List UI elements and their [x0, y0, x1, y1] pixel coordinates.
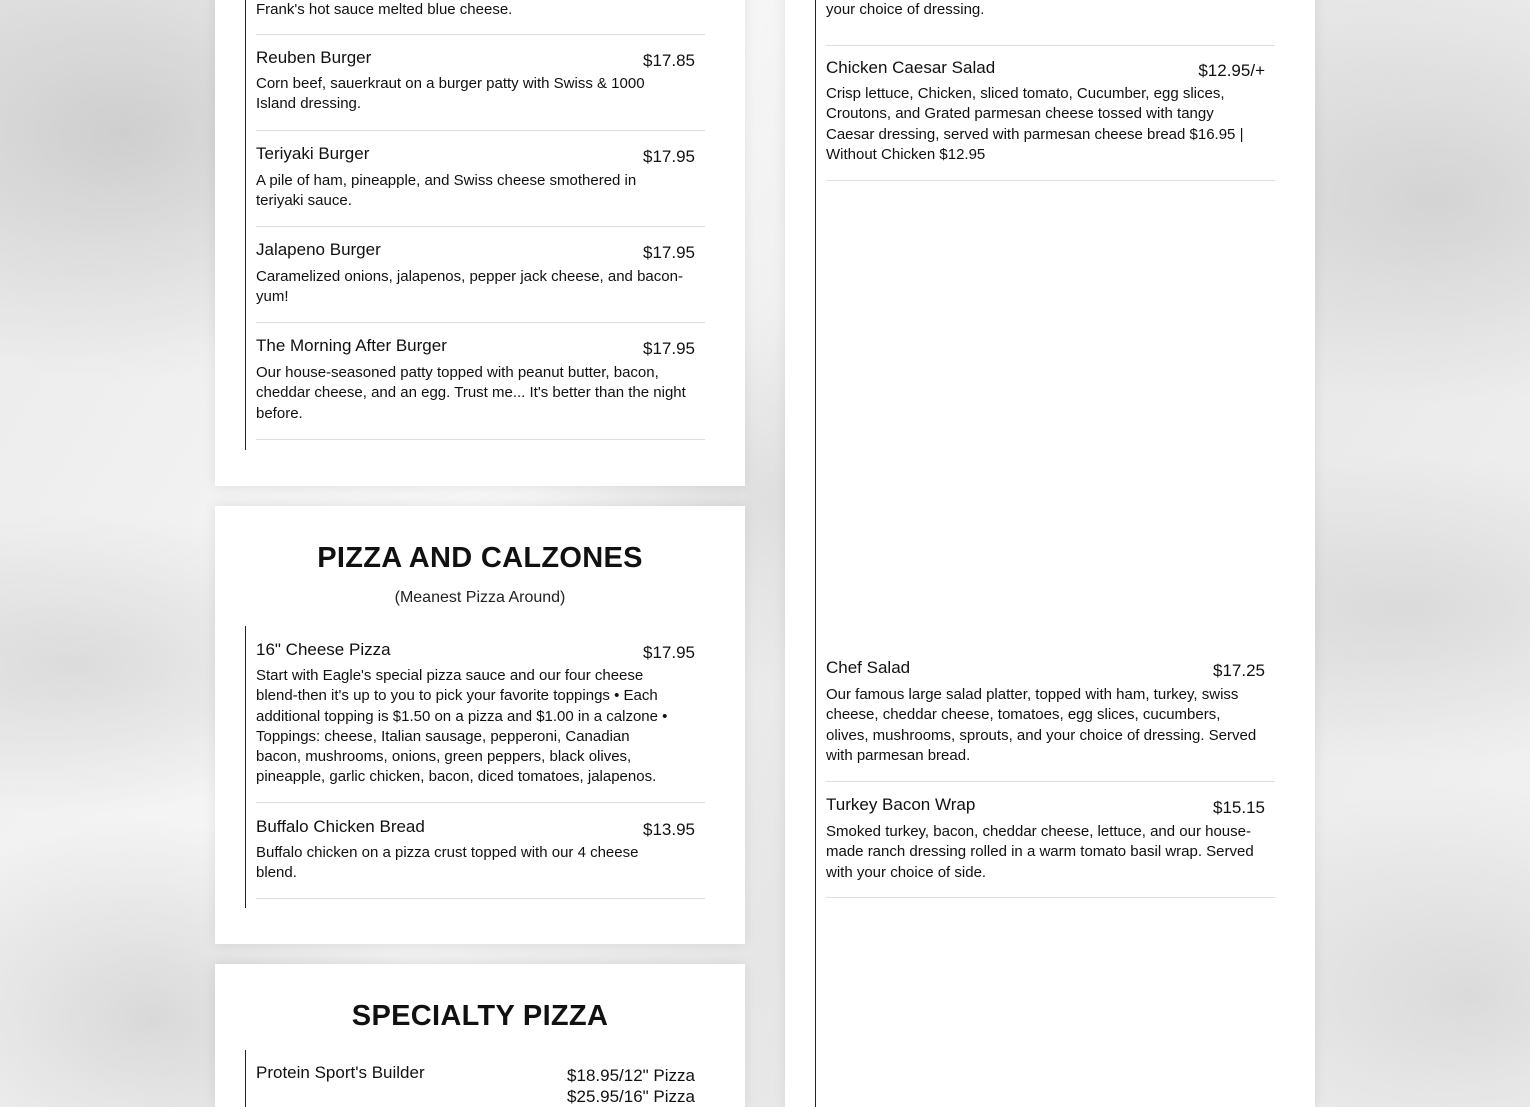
menu-item-jalapeno-burger: [256, 240, 705, 326]
item-divider: [256, 34, 705, 35]
salads-panel: [785, 0, 1315, 1107]
item-description: Crisp lettuce, Chicken, sliced tomato, Cucumber, egg slices, Croutons, and Grated parmesan cheese tossed with tangy Caesar dressing, served with parmesan cheese bread $16.95 | Without Chicken $12.95: [826, 85, 1244, 163]
item-name: The Morning After Burger: [256, 336, 447, 355]
menu-item: [826, 0, 1275, 46]
item-divider: [256, 439, 705, 440]
section-title: PIZZA AND CALZONES: [317, 542, 643, 574]
item-divider: [256, 802, 705, 803]
pizza-column-line: [245, 626, 246, 908]
item-description: Corn beef, sauerkraut on a burger patty with Swiss & 1000 Island dressing.: [256, 75, 645, 113]
burgers-column-line: [245, 0, 246, 450]
salads-column-line: [815, 0, 816, 1107]
item-name: Teriyaki Burger: [256, 144, 370, 163]
item-description: Our famous large salad platter, topped with ham, turkey, swiss cheese, cheddar cheese, tomatoes, egg slices, cucumbers, olives, mushrooms, sprouts, and your choice of dressing. Served with parmesan bread.: [826, 686, 1257, 764]
pizza-calzones-panel: [215, 506, 745, 944]
item-divider: [826, 45, 1275, 46]
item-price: $12.95/+: [1198, 61, 1265, 80]
menu-item: [256, 0, 705, 36]
item-name: Chef Salad: [826, 658, 911, 677]
item-price: $17.95: [643, 339, 695, 358]
item-description: Frank's hot sauce melted blue cheese.: [256, 1, 513, 18]
item-price: $17.85: [643, 51, 695, 70]
item-description: your choice of dressing.: [826, 1, 985, 19]
menu-item-turkey-bacon-wrap: [826, 795, 1275, 901]
item-divider: [256, 898, 705, 899]
menu-item-chef-salad: [826, 658, 1275, 784]
item-price: $17.95: [643, 147, 695, 166]
item-name: Protein Sport's Builder: [256, 1063, 425, 1082]
item-divider: [826, 897, 1275, 898]
menu-item-buffalo-chicken-bread: [256, 817, 705, 903]
item-divider: [256, 130, 705, 131]
item-name: Turkey Bacon Wrap: [826, 795, 976, 814]
section-subtitle: (Meanest Pizza Around): [394, 589, 566, 606]
item-price: $17.95: [643, 243, 695, 262]
item-description: Our house-seasoned patty topped with peanut butter, bacon, cheddar cheese, and an egg. Trust me... It's better than the night before.: [256, 364, 686, 422]
item-description: Smoked turkey, bacon, cheddar cheese, lettuce, and our house-made ranch dressing rolled in a warm tomato basil wrap. Served with your choice of side.: [826, 823, 1254, 881]
item-divider: [256, 226, 705, 227]
menu-item-protein-sports-builder: [256, 1063, 705, 1107]
item-divider: [826, 781, 1275, 782]
item-description: Start with Eagle's special pizza sauce and our four cheese blend-then it's up to you to pick your favorite toppings • Each additional topping is $1.50 on a pizza and $1.00 in a calzone • Toppings: cheese, Italian sausage, pepperoni, Canadian bacon, mushrooms, onions, green peppers, black olives, pineapple, garlic chicken, bacon, diced tomatoes, jalapenos.: [256, 667, 668, 786]
menu-item-reuben-burger: [256, 48, 705, 134]
menu-item-cheese-pizza: [256, 640, 705, 804]
item-price: $17.25: [1213, 661, 1265, 680]
item-price: $15.15: [1213, 798, 1265, 817]
specialty-pizza-panel: [215, 964, 745, 1107]
menu-item-chicken-caesar-salad: [826, 58, 1275, 184]
item-price-12: $18.95/12" Pizza: [567, 1066, 695, 1085]
item-description: Buffalo chicken on a pizza crust topped with our 4 cheese blend.: [256, 844, 639, 882]
item-price: $17.95: [643, 643, 695, 662]
item-name: 16" Cheese Pizza: [256, 640, 391, 659]
section-title: SPECIALTY PIZZA: [351, 1000, 609, 1032]
item-name: Jalapeno Burger: [256, 240, 381, 259]
item-description: A pile of ham, pineapple, and Swiss cheese smothered in teriyaki sauce.: [256, 172, 637, 210]
specialty-column-line: [245, 1050, 246, 1107]
menu-item-morning-after-burger: [256, 336, 705, 442]
item-divider: [826, 180, 1275, 181]
menu-item-teriyaki-burger: [256, 144, 705, 230]
item-divider: [256, 322, 705, 323]
item-name: Buffalo Chicken Bread: [256, 817, 425, 836]
item-name: Chicken Caesar Salad: [826, 58, 996, 77]
item-price-16: $25.95/16" Pizza: [567, 1087, 695, 1106]
item-name: Reuben Burger: [256, 48, 372, 67]
burgers-panel: [215, 0, 745, 486]
item-price: $13.95: [643, 820, 695, 839]
item-description: Caramelized onions, jalapenos, pepper jack cheese, and bacon- yum!: [256, 268, 683, 306]
